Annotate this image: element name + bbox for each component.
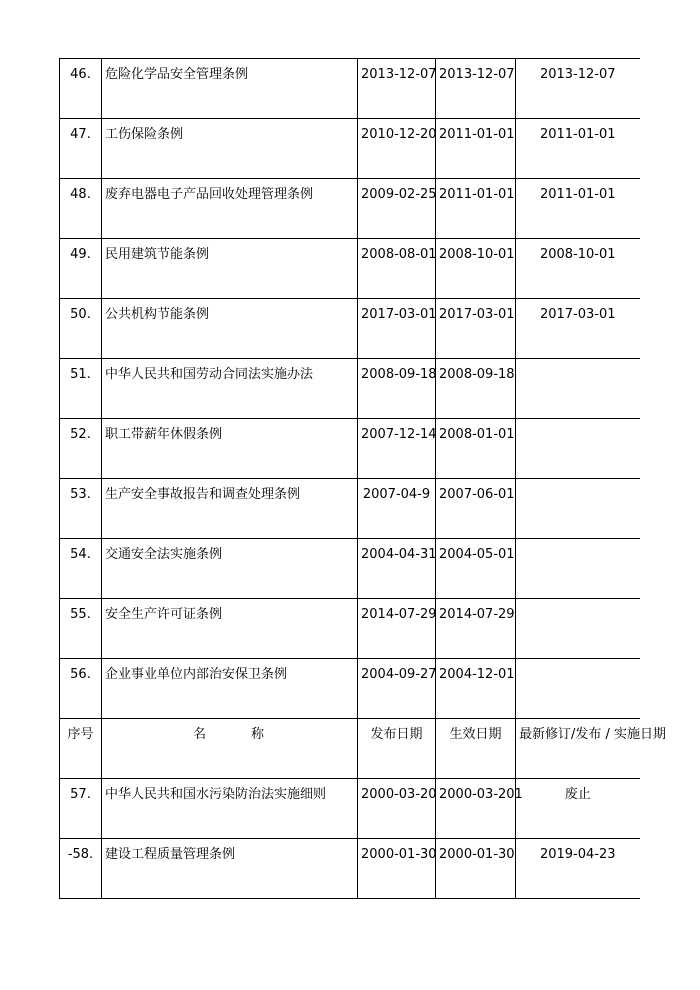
- effective-date: 2000-03-201: [436, 779, 516, 839]
- revised-date: [516, 419, 640, 479]
- revised-date: [516, 659, 640, 719]
- row-number: 55.: [60, 599, 102, 659]
- effective-date: 2014-07-29: [436, 599, 516, 659]
- effective-date: 2008-01-01: [436, 419, 516, 479]
- published-date: 2007-04-9: [358, 479, 436, 539]
- effective-date: 2000-01-30: [436, 839, 516, 899]
- regulation-name: 交通安全法实施条例: [102, 539, 358, 599]
- row-number: 48.: [60, 179, 102, 239]
- regulation-name: 危险化学品安全管理条例: [102, 59, 358, 119]
- published-date: 2004-09-27: [358, 659, 436, 719]
- regulation-name: 工伤保险条例: [102, 119, 358, 179]
- table-row: [60, 359, 640, 419]
- published-date: 2013-12-07: [358, 59, 436, 119]
- header-effective: 生效日期: [436, 719, 516, 779]
- table-row: [60, 419, 640, 479]
- effective-date: 2004-05-01: [436, 539, 516, 599]
- published-date: 2008-08-01: [358, 239, 436, 299]
- regulation-name: 中华人民共和国劳动合同法实施办法: [102, 359, 358, 419]
- table-row: [60, 119, 640, 179]
- effective-date: 2004-12-01: [436, 659, 516, 719]
- row-number: 57.: [60, 779, 102, 839]
- revised-date: 2011-01-01: [516, 179, 640, 239]
- table-row: [60, 179, 640, 239]
- table-row: [60, 839, 640, 899]
- regulation-name: 企业事业单位内部治安保卫条例: [102, 659, 358, 719]
- revised-date: 2008-10-01: [516, 239, 640, 299]
- table-row: [60, 539, 640, 599]
- revised-date: [516, 599, 640, 659]
- row-number: 51.: [60, 359, 102, 419]
- regulation-name: 职工带薪年休假条例: [102, 419, 358, 479]
- regulation-name: 民用建筑节能条例: [102, 239, 358, 299]
- table-row: [60, 479, 640, 539]
- published-date: 2007-12-14: [358, 419, 436, 479]
- table-header-row: [60, 719, 640, 779]
- published-date: 2014-07-29: [358, 599, 436, 659]
- row-number: 49.: [60, 239, 102, 299]
- revised-date: 2019-04-23: [516, 839, 640, 899]
- regulation-name: 公共机构节能条例: [102, 299, 358, 359]
- effective-date: 2007-06-01: [436, 479, 516, 539]
- row-number: 50.: [60, 299, 102, 359]
- table-row: [60, 239, 640, 299]
- revised-date: 废止: [516, 779, 640, 839]
- table-row: [60, 599, 640, 659]
- regulation-name: 废弃电器电子产品回收处理管理条例: [102, 179, 358, 239]
- effective-date: 2008-09-18: [436, 359, 516, 419]
- revised-date: 2011-01-01: [516, 119, 640, 179]
- revised-date: 2017-03-01: [516, 299, 640, 359]
- regulation-name: 建设工程质量管理条例: [102, 839, 358, 899]
- revised-date: [516, 359, 640, 419]
- header-name-right: 称: [250, 727, 264, 742]
- row-number: 54.: [60, 539, 102, 599]
- published-date: 2008-09-18: [358, 359, 436, 419]
- row-number: 53.: [60, 479, 102, 539]
- table-row: [60, 299, 640, 359]
- header-name: [102, 719, 358, 779]
- effective-date: 2017-03-01: [436, 299, 516, 359]
- revised-date: 2013-12-07: [516, 59, 640, 119]
- row-number: 56.: [60, 659, 102, 719]
- published-date: 2010-12-20: [358, 119, 436, 179]
- published-date: 2000-03-20: [358, 779, 436, 839]
- published-date: 2000-01-30: [358, 839, 436, 899]
- table-row: [60, 59, 640, 119]
- effective-date: 2008-10-01: [436, 239, 516, 299]
- row-number: 46.: [60, 59, 102, 119]
- published-date: 2009-02-25: [358, 179, 436, 239]
- header-name-left: 名: [193, 727, 207, 742]
- effective-date: 2011-01-01: [436, 179, 516, 239]
- effective-date: 2013-12-07: [436, 59, 516, 119]
- row-number: 52.: [60, 419, 102, 479]
- row-number: 47.: [60, 119, 102, 179]
- effective-date: 2011-01-01: [436, 119, 516, 179]
- published-date: 2004-04-31: [358, 539, 436, 599]
- header-number: 序号: [60, 719, 102, 779]
- header-published: 发布日期: [358, 719, 436, 779]
- row-number: -58.: [60, 839, 102, 899]
- revised-date: [516, 479, 640, 539]
- table-row: [60, 779, 640, 839]
- regulation-name: 中华人民共和国水污染防治法实施细则: [102, 779, 358, 839]
- regulation-name: 生产安全事故报告和调查处理条例: [102, 479, 358, 539]
- revised-date: [516, 539, 640, 599]
- regulation-name: 安全生产许可证条例: [102, 599, 358, 659]
- regulations-table: [59, 58, 667, 899]
- table-row: [60, 659, 640, 719]
- published-date: 2017-03-01: [358, 299, 436, 359]
- header-revised: 最新修订/发布 / 实施日期: [516, 719, 640, 779]
